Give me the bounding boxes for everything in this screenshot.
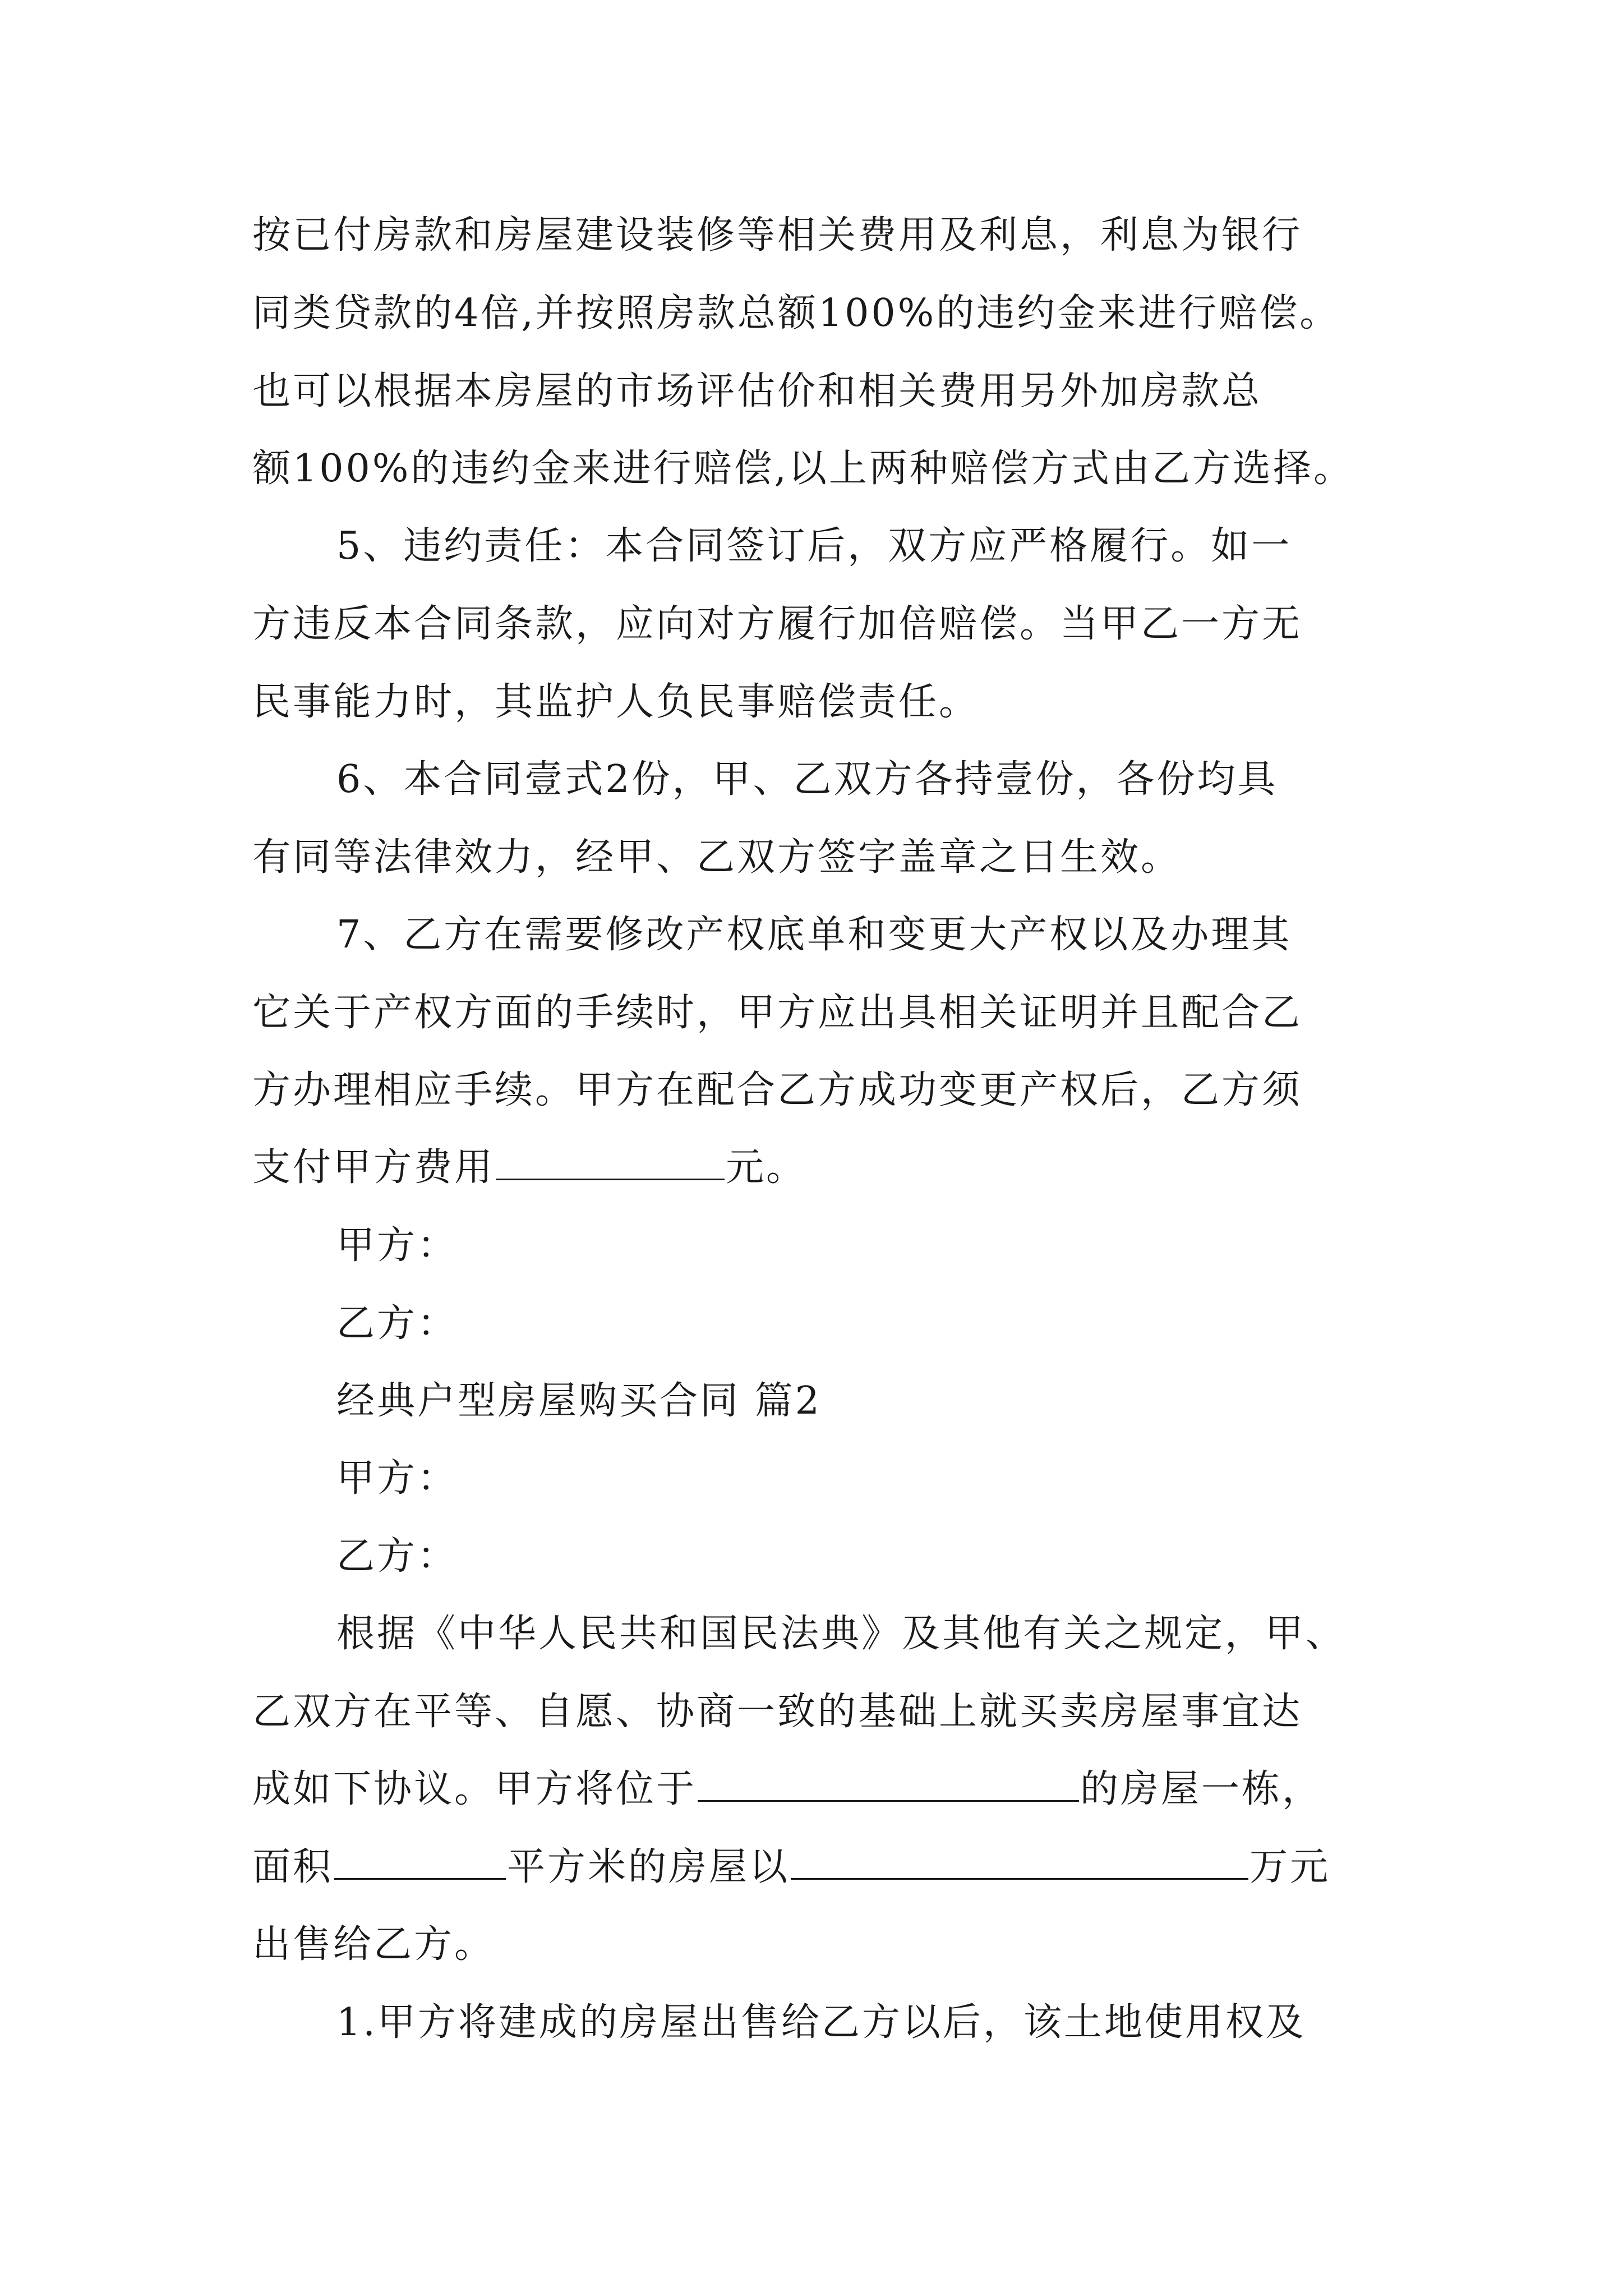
text-line [252, 435, 1354, 503]
text-segment: 万元 [1249, 1845, 1331, 1889]
blank-fill-line [791, 1846, 1248, 1880]
text-line [252, 1756, 1322, 1823]
text-line [252, 280, 1340, 347]
text-segment: 乙方： [336, 1534, 458, 1579]
text-segment: 方违反本合同条款，应向对方履行加倍赔偿。当甲乙一方无 [252, 602, 1303, 646]
text-line [336, 901, 1292, 969]
text-line [252, 1911, 495, 1978]
text-segment: 面积 [252, 1845, 334, 1889]
text-segment: 1.甲方将建成的房屋出售给乙方以后，该土地使用权及 [336, 2000, 1306, 2045]
text-segment: 按已付房款和房屋建设装修等相关费用及利息，利息为银行 [252, 213, 1303, 257]
text-segment: 出售给乙方。 [252, 1922, 495, 1967]
text-segment: 它关于产权方面的手续时，甲方应出具相关证明并且配合乙 [252, 991, 1303, 1035]
text-segment: 5、违约责任：本合同签订后，双方应严格履行。如一 [336, 524, 1292, 568]
text-line [252, 1834, 1330, 1901]
text-line [252, 1057, 1302, 1124]
text-segment: 方办理相应手续。甲方在配合乙方成功变更产权后，乙方须 [252, 1068, 1303, 1112]
text-line [336, 1445, 458, 1512]
blank-fill-line [698, 1768, 1079, 1802]
text-line [336, 1600, 1346, 1668]
text-segment: 成如下协议。甲方将位于 [252, 1767, 697, 1811]
text-line [336, 1290, 458, 1358]
blank-fill-line [496, 1146, 725, 1180]
text-line [252, 202, 1302, 269]
text-line [252, 669, 979, 736]
text-segment: 有同等法律效力，经甲、乙双方签字盖章之日生效。 [252, 835, 1182, 880]
text-segment: 根据《中华人民共和国民法典》及其他有关之规定，甲、 [336, 1612, 1347, 1656]
text-line [336, 1989, 1306, 2056]
text-line [252, 591, 1302, 658]
text-line [252, 979, 1302, 1047]
text-segment: 6、本合同壹式2份，甲、乙双方各持壹份，各份均具 [336, 757, 1278, 802]
text-line [336, 1212, 458, 1280]
text-line [336, 1523, 458, 1590]
text-segment: 也可以根据本房屋的市场评估价和相关费用另外加房款总 [252, 369, 1262, 413]
text-line [252, 358, 1262, 425]
text-segment: 甲方： [336, 1456, 458, 1501]
text-segment: 甲方： [336, 1223, 458, 1268]
text-line [252, 1678, 1302, 1746]
blank-fill-line [334, 1846, 506, 1880]
text-segment: 额100%的违约金来进行赔偿,以上两种赔偿方式由乙方选择。 [252, 447, 1354, 491]
text-segment: 乙双方在平等、自愿、协商一致的基础上就买卖房屋事宜达 [252, 1690, 1303, 1734]
text-segment: 的房屋一栋， [1080, 1767, 1323, 1811]
text-line [336, 1368, 822, 1435]
text-segment: 7、乙方在需要修改产权底单和变更大产权以及办理其 [336, 913, 1292, 957]
text-line [336, 513, 1292, 580]
text-line [252, 1134, 806, 1202]
text-segment: 民事能力时，其监护人负民事赔偿责任。 [252, 680, 980, 724]
text-segment: 同类贷款的4倍,并按照房款总额100%的违约金来进行赔偿。 [252, 291, 1340, 335]
text-segment: 元。 [726, 1145, 807, 1190]
text-line [336, 746, 1278, 813]
text-segment: 平方米的房屋以 [507, 1845, 790, 1889]
text-segment: 乙方： [336, 1301, 458, 1346]
text-line [252, 824, 1181, 891]
text-segment: 经典户型房屋购买合同 篇2 [336, 1379, 822, 1423]
text-segment: 支付甲方费用 [252, 1145, 495, 1190]
